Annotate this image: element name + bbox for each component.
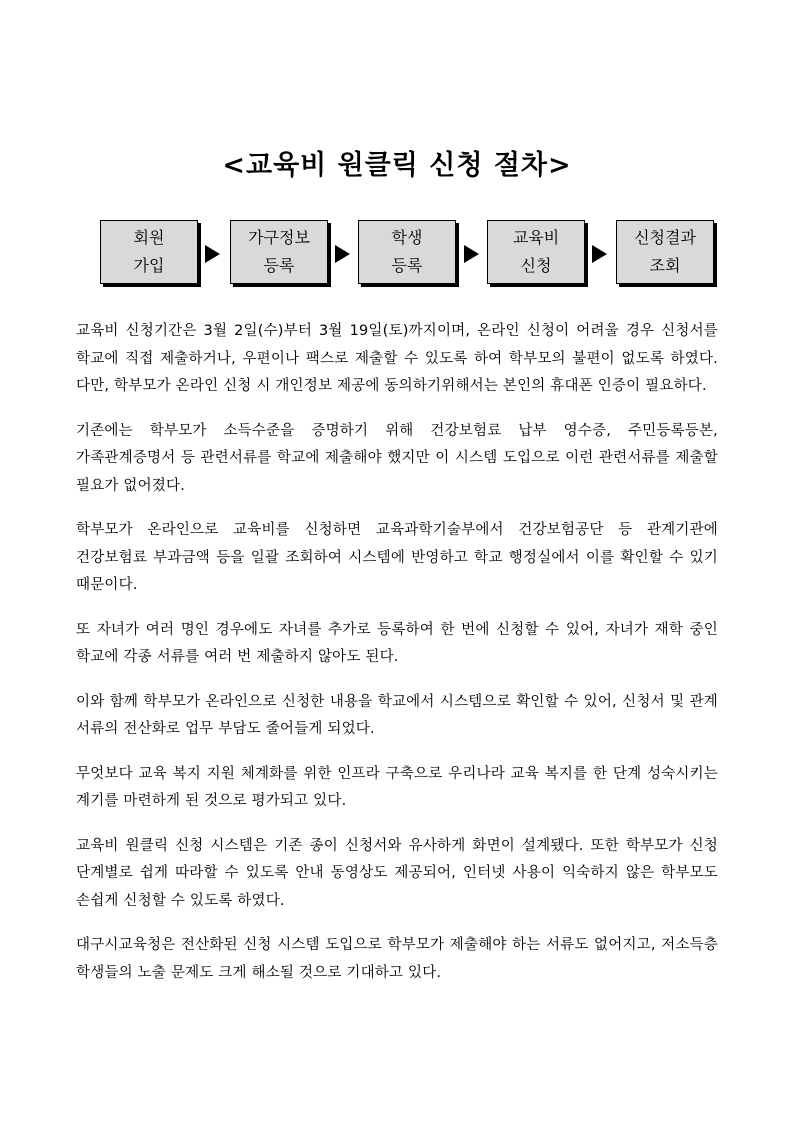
paragraph: 이와 함께 학부모가 온라인으로 신청한 내용을 학교에서 시스템으로 확인할 수 있어, 신청서 및 관계 서류의 전산화로 업무 부담도 줄어들게 되었다. (76, 693, 718, 737)
process-flow (0, 0, 794, 300)
paragraph: 무엇보다 교육 복지 지원 체계화를 위한 인프라 구축으로 우리나라 교육 복지를 한 단계 성숙시키는 계기를 마련하게 된 것으로 평가되고 있다. (76, 765, 718, 809)
right-arrow-icon (335, 245, 350, 263)
step-label-line1: 가구정보 (248, 228, 310, 247)
article-body (76, 318, 718, 1004)
step-label-line2: 가입 (133, 256, 165, 275)
paragraph: 학부모가 온라인으로 교육비를 신청하면 교육과학기술부에서 건강보험공단 등 관계기관에 건강보험료 부과금액 등을 일괄 조회하여 시스템에 반영하고 학교 행정실에서 이를 확인할 수 있기 때문이다. (76, 522, 718, 593)
step-label-line2: 등록 (263, 256, 295, 275)
step-household-registration (230, 220, 328, 284)
right-arrow-icon (592, 245, 607, 263)
document-title: <교육비 원클릭 신청 절차> (222, 150, 572, 181)
paragraph: 기존에는 학부모가 소득수준을 증명하기 위해 건강보험료 납부 영수증, 주민등록등본, 가족관계증명서 등 관련서류를 학교에 제출해야 했지만 이 시스템 도입으로 이런 관련서류를 제출할 필요가 없어졌다. (76, 422, 718, 494)
paragraph: 교육비 원클릭 신청 시스템은 기존 종이 신청서와 유사하게 화면이 설계됐다. 또한 학부모가 신청 단계별로 쉽게 따라할 수 있도록 안내 동영상도 제공되어, 인터넷 사용이 익숙하지 않은 학부모도 손쉽게 신청할 수 있도록 하였다. (76, 837, 718, 909)
right-arrow-icon (464, 245, 479, 263)
step-label-line2: 조회 (649, 256, 681, 275)
step-label-line1: 교육비 (512, 228, 560, 247)
step-label-line1: 회원 (133, 228, 165, 247)
step-member-signup (100, 220, 198, 284)
paragraph: 교육비 신청기간은 3월 2일(수)부터 3월 19일(토)까지이며, 온라인 신청이 어려울 경우 신청서를 학교에 직접 제출하거나, 우편이나 팩스로 제출할 수 있도록 하여 학부모의 불편이 없도록 하였다. 다만, 학부모가 온라인 신청 시 개인정보 제공에 동의하기위해서는 본인의 휴대폰 인증이 필요하다. (76, 323, 718, 394)
step-label-line2: 등록 (391, 256, 423, 275)
step-tuition-application (487, 220, 585, 284)
step-student-registration (358, 220, 456, 284)
step-label-line1: 신청결과 (634, 228, 696, 247)
right-arrow-icon (205, 245, 220, 263)
step-label-line1: 학생 (391, 228, 423, 247)
paragraph: 또 자녀가 여러 명인 경우에도 자녀를 추가로 등록하여 한 번에 신청할 수 있어, 자녀가 재학 중인 학교에 각종 서류를 여러 번 제출하지 않아도 된다. (76, 621, 718, 665)
step-label-line2: 신청 (520, 256, 552, 275)
step-result-inquiry (616, 220, 714, 284)
paragraph: 대구시교육청은 전산화된 신청 시스템 도입으로 학부모가 제출해야 하는 서류도 없어지고, 저소득층 학생들의 노출 문제도 크게 해소될 것으로 기대하고 있다. (76, 937, 718, 981)
